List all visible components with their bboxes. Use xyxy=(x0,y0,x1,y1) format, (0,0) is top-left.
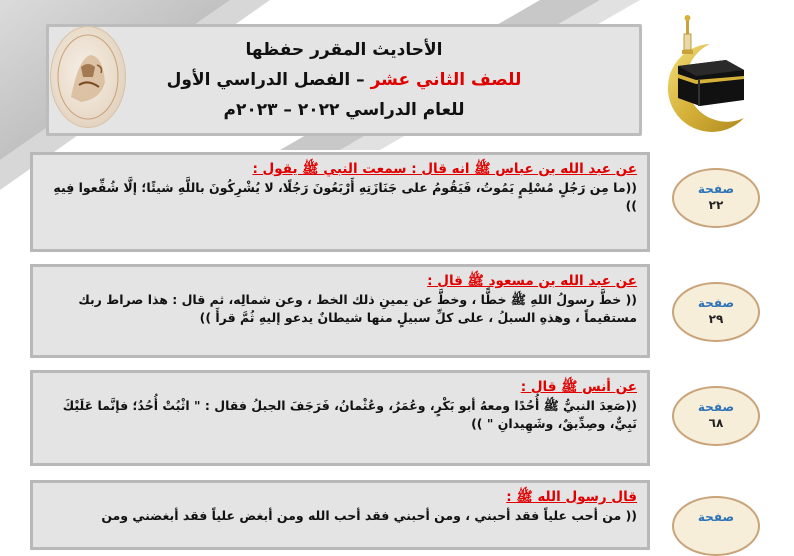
page-number: ٢٢ xyxy=(708,198,724,212)
header-title: الأحاديث المقرر حفظها xyxy=(245,40,443,60)
header-year: للعام الدراسي ٢٠٢٢ – ٢٠٢٣م xyxy=(223,100,465,120)
teacher-logo xyxy=(50,26,126,128)
kaaba-crescent-emblem xyxy=(648,14,758,134)
hadith-card xyxy=(30,480,650,550)
hadith-text: (( من أحب علياً فقد أحبني ، ومن أحبني فقد أحب الله ومن أبغض علياً فقد أبغضني ومن xyxy=(101,508,637,523)
hadith-title: عن عبد الله بن عباس ﷺ انه قال : سمعت النبي ﷺ يقول : xyxy=(252,161,637,177)
hadith-card xyxy=(30,264,650,358)
header-semester: – الفصل الدراسي الأول xyxy=(166,70,371,90)
hadith-text: (( خطَّ رسولُ اللهِ ﷺ خطًّا ، وخطَّ عن يمينِ ذلك الخط ، وعن شمالِه، ثم قال : هذا صراط ربك مستقيماً ، وهذهِ السبلُ ، على كلِّ سبيلٍ منها شيطانٌ يدعو إليهِ ثُمَّ قرأَ )) xyxy=(78,292,637,325)
hadith-text: ((ما مِن رَجُلٍ مُسْلِمٍ يَمُوتُ، فَيَقُومُ على جَنَازَتِهِ أَرْبَعُونَ رَجُلًا، لا يُشْرِكُونَ باللَّهِ شيئًا؛ إلَّا شُفِّعوا فِيهِ )) xyxy=(53,180,637,213)
page-label: صفحة xyxy=(697,510,735,524)
page-badge xyxy=(672,496,760,556)
header-box xyxy=(46,24,642,136)
page-label: صفحة xyxy=(697,296,735,310)
hadith-text: ((صَعِدَ النبيُّ ﷺ أُحُدًا ومعهُ أبو بَكْرٍ، وعُمَرُ، وعُثْمانُ، فَرَجَفَ الجبلُ فقال : " اثْبُتْ أُحُدُ؛ فإنَّما عَلَيْكَ نَبِيٌّ، وصِدِّيقٌ، وشَهِيدانِ " )) xyxy=(62,398,637,431)
hadith-card xyxy=(30,152,650,252)
header-grade: للصف الثاني عشر xyxy=(370,70,522,90)
page-badge xyxy=(672,282,760,342)
page-badge xyxy=(672,168,760,228)
hadith-card xyxy=(30,370,650,466)
page-label: صفحة xyxy=(697,182,735,196)
hadith-title: عن عبد الله بن مسعود ﷺ قال : xyxy=(427,273,637,289)
hadith-title: قال رسول الله ﷺ : xyxy=(506,489,637,505)
kaaba-icon xyxy=(648,14,758,134)
page-number: ٢٩ xyxy=(708,312,724,326)
header-grade-line xyxy=(49,65,639,95)
page-badge xyxy=(672,386,760,446)
hadith-title: عن أنس ﷺ قال : xyxy=(520,379,637,395)
page-number: ٦٨ xyxy=(708,416,724,430)
logo-graphic xyxy=(51,27,125,127)
page-label: صفحة xyxy=(697,400,735,414)
